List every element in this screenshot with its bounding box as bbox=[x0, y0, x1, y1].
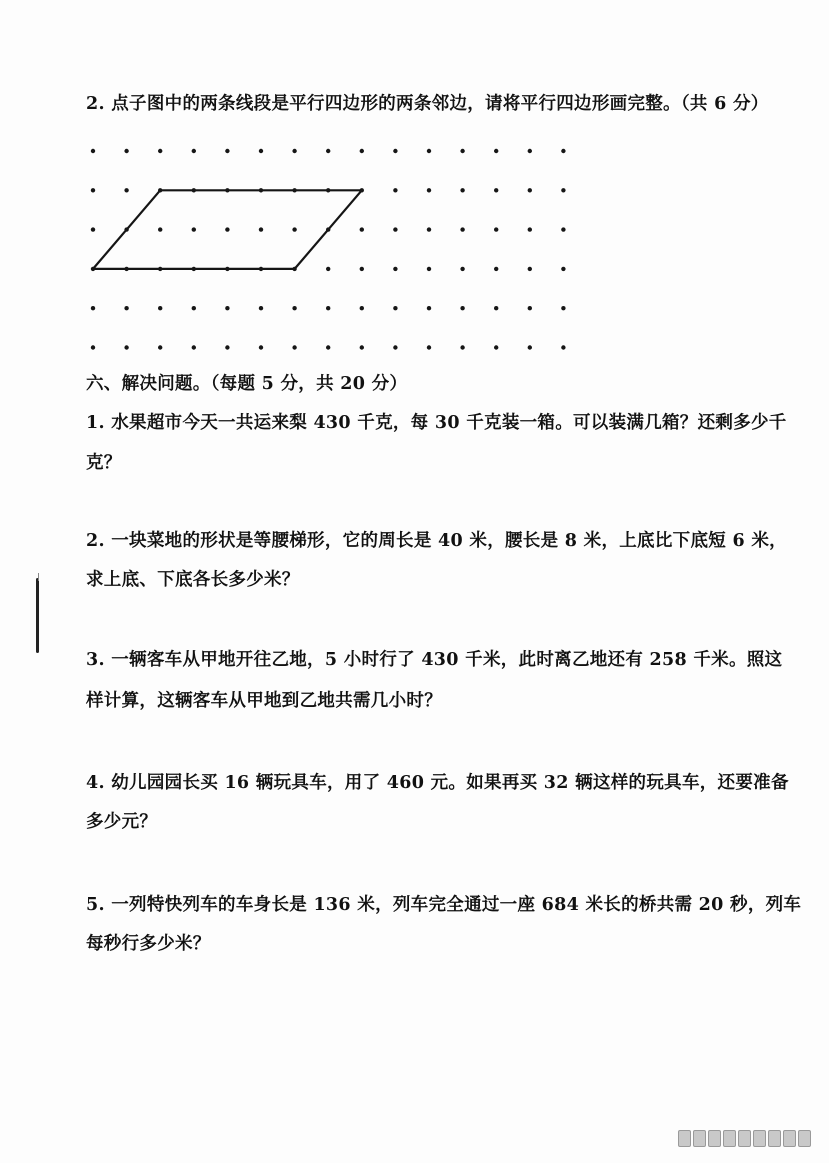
grid-dot bbox=[561, 345, 565, 349]
grid-dot bbox=[124, 188, 128, 192]
grid-dot bbox=[326, 306, 330, 310]
grid-dot bbox=[158, 267, 162, 271]
grid-dot bbox=[460, 188, 464, 192]
grid-dot bbox=[460, 306, 464, 310]
grid-dot bbox=[192, 345, 196, 349]
problem-5-line-2: 每秒行多少米？ bbox=[86, 934, 211, 954]
grid-dot bbox=[158, 345, 162, 349]
grid-dot bbox=[91, 267, 95, 271]
grid-dot bbox=[225, 227, 229, 231]
grid-dot bbox=[393, 306, 397, 310]
grid-dot bbox=[259, 227, 263, 231]
grid-dot bbox=[259, 306, 263, 310]
grid-dot bbox=[528, 267, 532, 271]
grid-dot bbox=[158, 149, 162, 153]
grid-dot bbox=[360, 227, 364, 231]
grid-dot bbox=[292, 306, 296, 310]
grid-dot bbox=[326, 188, 330, 192]
toolbar-segment[interactable] bbox=[738, 1130, 751, 1147]
toolbar-segment[interactable] bbox=[798, 1130, 811, 1147]
grid-dot bbox=[360, 188, 364, 192]
grid-dot bbox=[326, 345, 330, 349]
grid-dot bbox=[158, 227, 162, 231]
toolbar-segment[interactable] bbox=[693, 1130, 706, 1147]
grid-dot bbox=[158, 188, 162, 192]
grid-dot bbox=[326, 227, 330, 231]
grid-dot bbox=[561, 227, 565, 231]
grid-dot bbox=[494, 227, 498, 231]
grid-dot bbox=[393, 267, 397, 271]
grid-dot bbox=[528, 345, 532, 349]
grid-dot bbox=[393, 149, 397, 153]
grid-dot bbox=[326, 267, 330, 271]
grid-dot bbox=[292, 149, 296, 153]
grid-dot bbox=[225, 149, 229, 153]
grid-dot bbox=[528, 149, 532, 153]
toolbar-segment[interactable] bbox=[783, 1130, 796, 1147]
grid-dot bbox=[192, 188, 196, 192]
grid-dot bbox=[360, 267, 364, 271]
toolbar-segment[interactable] bbox=[753, 1130, 766, 1147]
grid-dot bbox=[360, 149, 364, 153]
grid-dot bbox=[393, 345, 397, 349]
grid-dot bbox=[124, 306, 128, 310]
grid-dot bbox=[360, 345, 364, 349]
grid-dot bbox=[561, 267, 565, 271]
grid-dot bbox=[494, 267, 498, 271]
grid-dot bbox=[225, 306, 229, 310]
grid-dot bbox=[528, 188, 532, 192]
toolbar-segment[interactable] bbox=[708, 1130, 721, 1147]
problem-1-line-1: 1. 水果超市今天一共运来梨 430 千克，每 30 千克装一箱。可以装满几箱？还剩多少千 bbox=[86, 413, 787, 433]
grid-dot bbox=[259, 188, 263, 192]
grid-dot bbox=[192, 306, 196, 310]
toolbar-segment[interactable] bbox=[723, 1130, 736, 1147]
problem-4-line-1: 4. 幼儿园园长买 16 辆玩具车，用了 460 元。如果再买 32 辆这样的玩具车，还要准备 bbox=[86, 773, 789, 793]
grid-dot bbox=[292, 188, 296, 192]
grid-dot bbox=[494, 345, 498, 349]
grid-dot bbox=[124, 267, 128, 271]
grid-dot bbox=[124, 227, 128, 231]
grid-dot bbox=[225, 345, 229, 349]
grid-dot bbox=[561, 149, 565, 153]
grid-dot bbox=[427, 149, 431, 153]
grid-dot bbox=[192, 227, 196, 231]
grid-dot bbox=[460, 345, 464, 349]
grid-dot bbox=[124, 149, 128, 153]
grid-dot bbox=[158, 306, 162, 310]
toolbar-segment[interactable] bbox=[768, 1130, 781, 1147]
grid-dot bbox=[292, 227, 296, 231]
grid-dot bbox=[427, 306, 431, 310]
dot-grid[interactable] bbox=[80, 135, 580, 350]
problem-2-line-1: 2. 一块菜地的形状是等腰梯形，它的周长是 40 米，腰长是 8 米，上底比下底短 6 米， bbox=[86, 531, 787, 551]
grid-dot bbox=[91, 188, 95, 192]
grid-dot bbox=[326, 149, 330, 153]
grid-dot bbox=[561, 188, 565, 192]
problem-5-line-1: 5. 一列特快列车的车身长是 136 米，列车完全通过一座 684 米长的桥共需 20 秒，列车 bbox=[86, 895, 802, 915]
viewer-toolbar bbox=[678, 1130, 811, 1147]
grid-dot bbox=[528, 227, 532, 231]
grid-dot bbox=[91, 345, 95, 349]
grid-dot bbox=[528, 306, 532, 310]
grid-dot bbox=[259, 345, 263, 349]
grid-dot bbox=[460, 227, 464, 231]
scan-margin-speck bbox=[38, 573, 39, 581]
problem-2-line-2: 求上底、下底各长多少米？ bbox=[86, 570, 300, 590]
toolbar-segment[interactable] bbox=[678, 1130, 691, 1147]
grid-dot bbox=[91, 306, 95, 310]
problem-4-line-2: 多少元？ bbox=[86, 812, 158, 832]
grid-dot bbox=[494, 149, 498, 153]
grid-dot bbox=[561, 306, 565, 310]
grid-dot bbox=[292, 267, 296, 271]
grid-dot bbox=[460, 149, 464, 153]
section-6-heading: 六、解决问题。（每题 5 分，共 20 分） bbox=[86, 374, 408, 394]
problem-3-line-2: 样计算，这辆客车从甲地到乙地共需几小时？ bbox=[86, 691, 442, 711]
grid-dot bbox=[427, 267, 431, 271]
grid-dot bbox=[393, 227, 397, 231]
grid-dot bbox=[427, 227, 431, 231]
grid-dot bbox=[494, 306, 498, 310]
problem-1-line-2: 克？ bbox=[86, 453, 122, 473]
grid-dot bbox=[494, 188, 498, 192]
problem-3-line-1: 3. 一辆客车从甲地开往乙地，5 小时行了 430 千米，此时离乙地还有 258 千米。照这 bbox=[86, 650, 783, 670]
question-2-parallelogram: 2. 点子图中的两条线段是平行四边形的两条邻边，请将平行四边形画完整。（共 6 分） bbox=[86, 94, 769, 114]
grid-dot bbox=[427, 345, 431, 349]
grid-dot bbox=[91, 149, 95, 153]
grid-dot bbox=[225, 188, 229, 192]
grid-dot bbox=[360, 306, 364, 310]
grid-dot bbox=[292, 345, 296, 349]
grid-dot bbox=[192, 267, 196, 271]
grid-dot bbox=[124, 345, 128, 349]
grid-dot bbox=[393, 188, 397, 192]
scan-margin-mark bbox=[36, 578, 39, 653]
grid-dot bbox=[460, 267, 464, 271]
grid-dot bbox=[259, 149, 263, 153]
grid-dot bbox=[91, 227, 95, 231]
grid-dot bbox=[427, 188, 431, 192]
grid-dot bbox=[259, 267, 263, 271]
grid-dot bbox=[192, 149, 196, 153]
grid-dot bbox=[225, 267, 229, 271]
